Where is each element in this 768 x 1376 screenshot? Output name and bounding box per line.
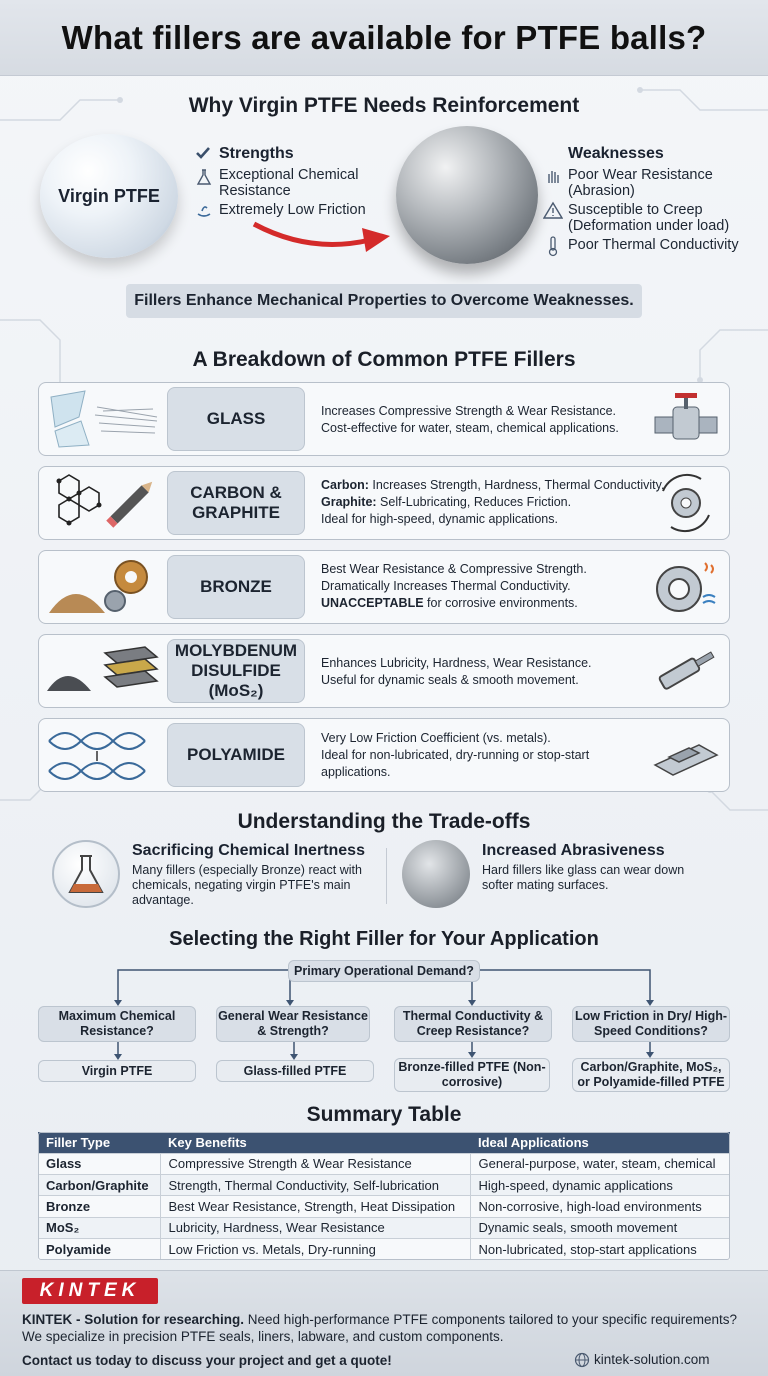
column-header: Filler Type: [38, 1132, 160, 1153]
table-cell: Low Friction vs. Metals, Dry-running: [160, 1239, 470, 1260]
decision-answer: Bronze-filled PTFE (Non-corrosive): [394, 1058, 550, 1092]
footer-cta: Contact us today to discuss your project and get a quote!: [22, 1353, 392, 1368]
desc-line: Cost-effective for water, steam, chemical applications.: [321, 421, 619, 435]
tradeoff-divider: [386, 848, 387, 904]
decision-root: Primary Operational Demand?: [288, 960, 480, 982]
tradeoff-line: Many fillers (especially Bronze) react with: [132, 863, 362, 877]
filler-card-glass: [38, 382, 730, 456]
desc-line: Increases Compressive Strength & Wear Resistance.: [321, 404, 617, 418]
globe-icon: [574, 1352, 590, 1368]
strength-item: Extremely Low Friction: [219, 202, 366, 218]
tradeoff-line: chemicals, negating virgin PTFE's main: [132, 878, 351, 892]
title-bar: [0, 0, 768, 76]
weakness-item: Susceptible to Creep (Deformation under load): [568, 202, 730, 234]
decision-answer: Glass-filled PTFE: [216, 1060, 374, 1082]
carbon-lattice-pencil-icon: [45, 471, 161, 535]
footer-lead-bold: KINTEK - Solution for researching.: [22, 1312, 245, 1327]
mos2-layers-icon: [45, 639, 161, 703]
virgin-ptfe-label: Virgin PTFE: [58, 185, 160, 206]
filler-desc: [321, 561, 587, 612]
desc-line: Ideal for high-speed, dynamic applications.: [321, 512, 558, 526]
desc-line: Very Low Friction Coefficient (vs. metals).: [321, 731, 551, 745]
table-cell: MoS₂: [38, 1217, 160, 1238]
desc-line: Best Wear Resistance & Compressive Strength.: [321, 562, 587, 576]
filler-name: POLYAMIDE: [167, 723, 305, 787]
filler-card-mos2: [38, 634, 730, 708]
table-cell: Non-corrosive, high-load environments: [470, 1196, 730, 1217]
desc-line: applications.: [321, 765, 391, 779]
decision-answer: Carbon/Graphite, MoS₂, or Polyamide-filled PTFE: [572, 1058, 730, 1092]
tradeoff-line: Hard fillers like glass can wear down: [482, 863, 685, 877]
worn-ptfe-sphere: [396, 126, 538, 264]
decision-question: General Wear Resistance & Strength?: [216, 1006, 370, 1042]
tradeoff-text: [132, 863, 362, 908]
filler-card-carbon-graphite: [38, 466, 730, 540]
bronze-powder-gears-icon: [45, 555, 161, 619]
desc-line: Enhances Lubricity, Hardness, Wear Resistance.: [321, 656, 592, 670]
hand-icon: [544, 167, 562, 185]
table-cell: Strength, Thermal Conductivity, Self-lubrication: [160, 1174, 470, 1195]
broken-glass-icon: [45, 387, 161, 451]
weakness-item: Poor Thermal Conductivity: [568, 237, 739, 253]
table-cell: General-purpose, water, steam, chemical: [470, 1153, 730, 1174]
footer-line2: We specialize in precision PTFE seals, liners, labware, and custom components.: [22, 1329, 504, 1344]
page-title: What fillers are available for PTFE balls?: [61, 18, 707, 56]
table-header-row: [38, 1132, 730, 1153]
fillers-banner: Fillers Enhance Mechanical Properties to Overcome Weaknesses.: [126, 284, 642, 318]
filler-name: BRONZE: [167, 555, 305, 619]
desc-line: Useful for dynamic seals & smooth movement.: [321, 673, 579, 687]
checkmark-icon: [194, 144, 212, 162]
table-cell: Best Wear Resistance, Strength, Heat Dissipation: [160, 1196, 470, 1217]
bearing-heat-icon: [651, 557, 721, 617]
column-header: Key Benefits: [160, 1132, 470, 1153]
filler-card-polyamide: [38, 718, 730, 792]
column-header: Ideal Applications: [470, 1132, 730, 1153]
polymer-chain-icon: [45, 723, 161, 787]
tradeoff-text: [482, 863, 684, 893]
hand-slide-icon: [196, 202, 212, 218]
filler-card-bronze: [38, 550, 730, 624]
filler-desc: [321, 730, 589, 781]
desc-line: UNACCEPTABLE for corrosive environments.: [321, 596, 578, 610]
strength-item: Exceptional Chemical Resistance: [219, 167, 359, 199]
hydraulic-cylinder-icon: [651, 641, 721, 701]
summary-table: [38, 1132, 730, 1260]
logo-text: KINTEK: [39, 1280, 141, 1301]
virgin-ptfe-sphere: [40, 134, 178, 258]
filler-name: CARBON & GRAPHITE: [167, 471, 305, 535]
table-cell: Compressive Strength & Wear Resistance: [160, 1153, 470, 1174]
table-row: [38, 1239, 730, 1260]
warning-icon: [543, 201, 563, 219]
weaknesses-title: Weaknesses: [568, 145, 664, 162]
footer-lead-rest: Need high-performance PTFE components tailored to your specific requirements?: [244, 1312, 738, 1327]
table-cell: High-speed, dynamic applications: [470, 1174, 730, 1195]
flask-icon: [196, 168, 212, 186]
decision-answer: Virgin PTFE: [38, 1060, 196, 1082]
abrasive-sphere-icon: [402, 840, 470, 908]
decision-question: Thermal Conductivity & Creep Resistance?: [394, 1006, 552, 1042]
desc-line: Graphite: Self-Lubricating, Reduces Friction.: [321, 495, 572, 509]
weakness-item: Poor Wear Resistance (Abrasion): [568, 167, 713, 199]
virgin-section-heading: Why Virgin PTFE Needs Reinforcement: [188, 94, 580, 117]
filler-name: GLASS: [167, 387, 305, 451]
filler-desc: [321, 403, 619, 437]
table-row: [38, 1217, 730, 1238]
gear-rotation-icon: [651, 473, 721, 533]
table-cell: Polyamide: [38, 1239, 160, 1260]
valve-icon: [651, 389, 721, 449]
decision-question: Maximum Chemical Resistance?: [38, 1006, 196, 1042]
tradeoff-title: Increased Abrasiveness: [482, 842, 665, 859]
footer-lead: [22, 1312, 737, 1328]
linear-slide-icon: [651, 725, 721, 785]
selection-heading: Selecting the Right Filler for Your Application: [169, 928, 599, 950]
tradeoff-line: softer mating surfaces.: [482, 878, 609, 892]
filler-desc: [321, 655, 592, 689]
table-row: [38, 1174, 730, 1195]
fillers-section-heading: A Breakdown of Common PTFE Fillers: [192, 348, 576, 371]
thermometer-icon: [546, 235, 560, 257]
tradeoff-title: Sacrificing Chemical Inertness: [132, 842, 365, 859]
table-cell: Glass: [38, 1153, 160, 1174]
filler-desc: [321, 477, 664, 528]
transition-arrow: [250, 210, 400, 260]
summary-heading: Summary Table: [306, 1103, 462, 1126]
desc-line: Carbon: Increases Strength, Hardness, Thermal Conductivity.: [321, 478, 665, 492]
chemical-flask-icon: [52, 840, 120, 908]
desc-line: Ideal for non-lubricated, dry-running or stop-start: [321, 748, 590, 762]
table-cell: Lubricity, Hardness, Wear Resistance: [160, 1217, 470, 1238]
strengths-title: Strengths: [219, 145, 294, 162]
table-cell: Bronze: [38, 1196, 160, 1217]
table-row: [38, 1196, 730, 1217]
filler-name: MOLYBDENUM DISULFIDE (MoS₂): [167, 639, 305, 703]
website-link[interactable]: kintek-solution.com: [594, 1352, 710, 1367]
kintek-logo[interactable]: [22, 1278, 158, 1304]
table-row: [38, 1153, 730, 1174]
table-cell: Dynamic seals, smooth movement: [470, 1217, 730, 1238]
table-cell: Carbon/Graphite: [38, 1174, 160, 1195]
decision-question: Low Friction in Dry/ High-Speed Conditions?: [572, 1006, 730, 1042]
tradeoffs-heading: Understanding the Trade-offs: [237, 810, 531, 833]
tradeoff-line: advantage.: [132, 893, 194, 907]
table-cell: Non-lubricated, stop-start applications: [470, 1239, 730, 1260]
desc-line: Dramatically Increases Thermal Conductivity.: [321, 579, 571, 593]
